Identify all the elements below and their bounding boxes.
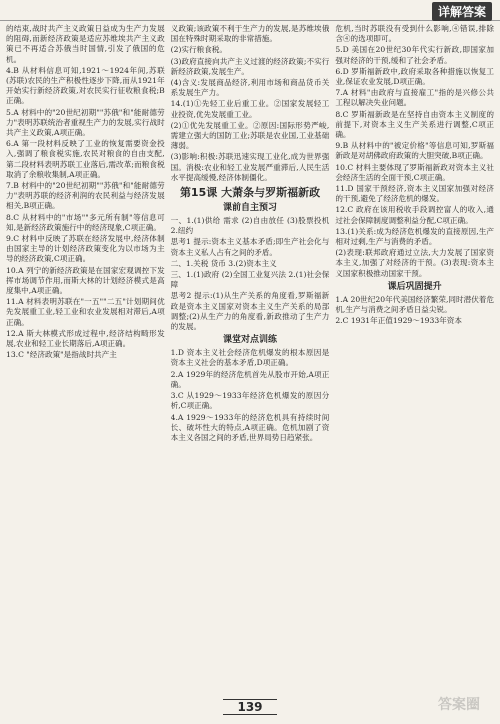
paragraph: 4.B 从材料信息可知,1921～1924年间,苏联(苏联)农民的生产积极性逐步下降,而从1921年开始实行新经济政策,对农民实行征收粮食税;B正确。: [6, 65, 165, 106]
column-left: [6, 24, 165, 694]
paragraph: 7.A 材料"由政府与直接雇工"指的是兴修公共工程以解决失业问题。: [335, 88, 495, 108]
paragraph: 8.C 从材料中的"市场""多元所有制"等信息可知,是新经济政策施行中的经济现象,C项正确。: [6, 212, 165, 232]
paragraph: 11.A 材料表明苏联在"一五""二五"计划期间优先发展重工业,轻工业和农业发展相对滞后,A项正确。: [6, 297, 165, 327]
paragraph: 13.(1)关系:成为经济危机爆发的直接原因,生产相对过剩,生产与消费的矛盾。: [335, 226, 495, 247]
paragraph: 思考1 提示:资本主义基本矛盾;即生产社会化与资本主义私人占有之间的矛盾。: [170, 237, 330, 257]
paragraph: 义政策;该政策不利于生产力的发展,是苏维埃俄国在特殊时期采取的非常措施。: [170, 24, 330, 44]
column-middle: [171, 24, 330, 694]
paragraph: 二、1.关税 货币 3.(2)资本主义: [170, 258, 277, 268]
paragraph: 7.B 材料中的"20世纪初期""苏俄"和"能耐德劳力"表明苏联的经济利润的农民利益与经济发展相关,B项正确。: [6, 181, 165, 211]
paragraph: 三、1.(1)政府 (2)全国工业复兴法 2.(1)社会保障: [170, 270, 330, 290]
paragraph: 1.A 20世纪20年代美国经济繁荣,同时潜伏着危机,生产与消费之间矛盾日益尖锐。: [335, 294, 495, 315]
paragraph: 11.D 国家干预经济,资本主义国家加强对经济的干预,避免了经济危机的爆发。: [335, 184, 495, 204]
section-title-preview: 课前自主预习: [223, 203, 278, 214]
header-title: 详解答案: [432, 2, 492, 21]
paragraph: 9.C 材料中反映了苏联在经济发展中,经济体制由国家主导的计划经济政策变化为以市场为主导的经济政策,C项正确。: [6, 234, 165, 264]
paragraph: 危机,当时苏联没有受到什么影响,④错误,排除含④的选项即可。: [335, 24, 495, 44]
watermark-logo: 答案圈: [438, 697, 480, 713]
paragraph: 12.A 斯大林模式形成过程中,经济结构畸形发展,农业和轻工业长期落后,A项正确。: [6, 328, 165, 349]
section-title-after-class: 课后巩固提升: [387, 281, 442, 292]
page-number-text: 139: [223, 699, 276, 715]
paragraph: (4)含义:发展商品经济,利用市场和商品货币关系发展生产力。: [170, 78, 330, 98]
section-title-classroom: 课堂对点训练: [223, 335, 278, 346]
paragraph: 6.D 罗斯福新政中,政府采取各种措施以恢复工业,保证农业发展,D项正确。: [335, 66, 495, 87]
paragraph: 2.C 1931年正值1929～1933年资本: [335, 316, 462, 326]
paragraph: (2)表现:联邦政府通过立法,大力发展了国家资本主义,加强了对经济的干预。(3)表现:资本主义国家积极推动国家干预。: [335, 248, 495, 278]
paragraph: 的结束,战时共产主义政策日益成为生产力发展的阻碍,而新经济政策是适应苏维埃共产主义政策已不再适合苏俄当时国情,引发了俄国的危机。: [6, 24, 165, 64]
paragraph: 2.A 1929年的经济危机首先从股市开始,A项正确。: [170, 369, 330, 389]
paragraph: 14.(1)①先轻工业后重工业。②国家发展轻工业投资,优先发展重工业。: [170, 99, 330, 119]
paragraph: 12.C 政府在该用税收手段调控富人的收入,通过社会保障制度调整利益分配,C项正确。: [335, 205, 495, 225]
paragraph: 10.A 列宁的新经济政策是在国家宏观调控下发挥市场调节作用,而斯大林的计划经济模式是高度集中,A项正确。: [6, 265, 165, 296]
paragraph: 9.B 从材料中的"被定价格"等信息可知,罗斯福新政是对胡佛政府政策的大胆突破,B项正确。: [335, 141, 495, 161]
paragraph: 4.A 1929～1933年的经济危机具有持续时间长、破坏性大的特点,A项正确。危机加剧了资本主义各国之间的矛盾,世界局势日趋紧张。: [170, 412, 330, 442]
paragraph: (3)影响:积极:苏联迅速实现工业化,成为世界强国。消极:农业和轻工业发展严重滞后,人民生活水平提高缓慢,经济体制僵化。: [170, 152, 330, 182]
paragraph: 思考2 提示:(1)从生产关系的角度看,罗斯福新政是资本主义国家对资本主义生产关系的局部调整;(2)从生产力的角度看,新政推动了生产力的发展。: [170, 291, 330, 332]
paragraph: 8.C 罗斯福新政是在坚持自由资本主义制度的前提下,对资本主义生产关系进行调整,C项正确。: [335, 109, 495, 140]
paragraph: (3)政府直接向共产主义过渡的经济政策;不实行新经济政策,发展生产。: [170, 56, 330, 76]
content-columns: [6, 24, 494, 694]
paragraph: 10.C 材料主要体现了罗斯福新政对资本主义社会经济生活的全面干预,C项正确。: [335, 162, 495, 182]
paragraph: (2)实行粮食税。: [170, 45, 227, 55]
paragraph: 一、1.(1)供给 需求 (2)自由放任 (3)股票投机 2.纽约: [170, 216, 330, 236]
paragraph: (2)①优先发展重工业。②原因:国际形势严峻,需建立强大的国防工业;苏联是农业国,工业基础薄弱。: [170, 120, 330, 151]
lesson-title: 第15课 大萧条与罗斯福新政: [179, 186, 321, 200]
paragraph: 5.A 材料中的"20世纪初期""苏俄"和"能耐德劳力"表明苏联统治者重视生产力的发展,实行战时共产主义政策,A项正确。: [6, 107, 165, 138]
paragraph: 13.C "经济政策"是指战时共产主: [6, 350, 117, 360]
page-header: [0, 0, 500, 21]
paragraph: 3.C 从1929～1933年经济危机爆发的原因分析,C项正确。: [170, 391, 330, 411]
column-right: [335, 24, 494, 694]
paragraph: 5.D 美国在20世纪30年代实行新政,即国家加强对经济的干预,缓和了社会矛盾。: [335, 45, 495, 65]
paragraph: 1.D 资本主义社会经济危机爆发的根本原因是资本主义社会的基本矛盾,D项正确。: [170, 348, 330, 368]
paragraph: 6.A 第一段材料反映了工业的恢复需要资金投入,强调了粮食税实施,农民对粮食的自由支配,第二段材料表明苏联工业落后,需改革;而粮食税取消了余粮收集制,A项正确。: [6, 139, 165, 179]
